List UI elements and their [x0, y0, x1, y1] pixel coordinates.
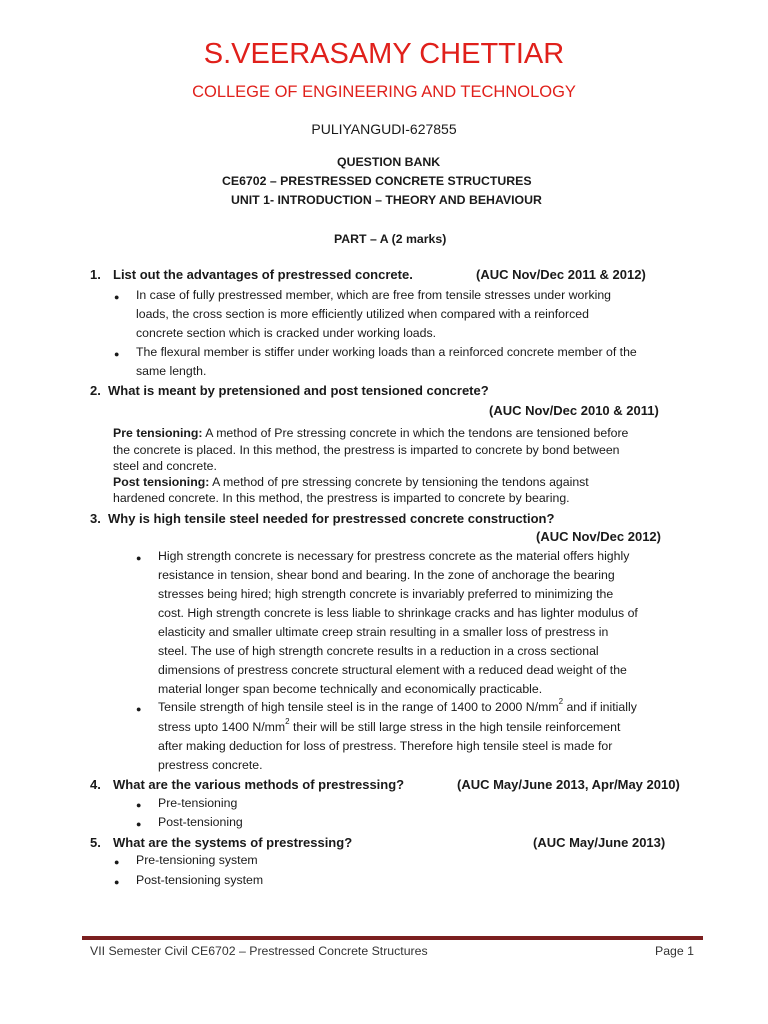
question-text: List out the advantages of prestressed concrete. [113, 267, 413, 282]
question-reference: (AUC Nov/Dec 2012) [536, 529, 661, 544]
answer-line: stresses being hired; high strength concrete is invariably preferred to minimizing the [158, 587, 614, 601]
question-number: 5. [90, 835, 101, 850]
answer-line: dimensions of prestress concrete structural element with a reduced dead weight of the [158, 663, 627, 677]
answer-line: steel and concrete. [113, 459, 217, 473]
bullet-icon: ● [114, 349, 120, 359]
footer-rule [82, 936, 703, 940]
question-number: 3. [90, 511, 101, 526]
question-text: What is meant by pretensioned and post tensioned concrete? [108, 383, 489, 398]
answer-line: stress upto 1400 $N/mm^2$ their will be still large stress in the high tensile reinforcement [158, 717, 621, 734]
part-title: PART – A (2 marks) [334, 232, 447, 246]
question-reference: (AUC Nov/Dec 2011 & 2012) [476, 267, 646, 282]
question-text: Why is high tensile steel needed for prestressed concrete construction? [108, 511, 555, 526]
term: Post tensioning: [113, 475, 210, 489]
bullet-icon: ● [136, 819, 142, 829]
question-text: What are the various methods of prestressing? [113, 777, 405, 792]
answer-line: Tensile strength of high tensile steel is in the range of 1400 to 2000 $N/mm^2$ and if initially [158, 697, 637, 714]
answer-line: The flexural member is stiffer under working loads than a reinforced concrete member of the [136, 345, 637, 359]
answer-line: elasticity and smaller ultimate creep strain resulting in a smaller loss of prestress in [158, 625, 609, 639]
question-reference: (AUC May/June 2013) [533, 835, 666, 850]
bullet-icon: ● [136, 800, 142, 810]
answer-line: loads, the cross section is more efficiently utilized when compared with a reinforced [136, 307, 589, 321]
list-item: Pre-tensioning [158, 796, 238, 810]
bullet-icon: ● [136, 553, 142, 563]
bullet-icon: ● [114, 857, 120, 867]
answer-line: resistance in tension, shear bond and bearing. In the zone of anchorage the bearing [158, 568, 615, 582]
answer-line: hardened concrete. In this method, the prestress is imparted to concrete by bearing. [113, 491, 570, 505]
doc-type: QUESTION BANK [337, 155, 441, 169]
bullet-icon: ● [136, 704, 142, 714]
course-title: CE6702 – PRESTRESSED CONCRETE STRUCTURES [222, 174, 532, 188]
answer-line [113, 426, 628, 440]
answer-line: High strength concrete is necessary for prestress concrete as the material offers highly [158, 549, 630, 563]
answer-line: after making deduction for loss of prestress. Therefore high tensile steel is made for [158, 739, 613, 753]
answer-line: In case of fully prestressed member, which are free from tensile stresses under working [136, 288, 611, 302]
answer-line: same length. [136, 364, 207, 378]
answer-line: steel. The use of high strength concrete results in a reduction in a cross sectional [158, 644, 599, 658]
question-number: 4. [90, 777, 101, 792]
answer-line: material longer span become technically and economically practicable. [158, 682, 543, 696]
definition: A method of Pre stressing concrete in which the tendons are tensioned before [202, 426, 629, 440]
question-text: What are the systems of prestressing? [113, 835, 353, 850]
answer-line: concrete section which is cracked under working loads. [136, 326, 437, 340]
question-number: 2. [90, 383, 101, 398]
question-reference: (AUC May/June 2013, Apr/May 2010) [457, 777, 680, 792]
list-item: Post-tensioning system [136, 873, 264, 887]
question-reference: (AUC Nov/Dec 2010 & 2011) [489, 403, 659, 418]
answer-line: prestress concrete. [158, 758, 263, 772]
term: Pre tensioning: [113, 426, 203, 440]
list-item: Pre-tensioning system [136, 853, 258, 867]
unit-title: UNIT 1- INTRODUCTION – THEORY AND BEHAVIOUR [231, 193, 542, 207]
college-title: S.VEERASAMY CHETTIAR [203, 38, 565, 70]
bullet-icon: ● [114, 877, 120, 887]
answer-line: the concrete is placed. In this method, the prestress is imparted to concrete by bond between [113, 443, 620, 457]
definition: A method of pre stressing concrete by tensioning the tendons against [209, 475, 589, 489]
answer-line [113, 475, 589, 489]
footer-left: VII Semester Civil CE6702 – Prestressed Concrete Structures [90, 944, 428, 958]
page-number: Page 1 [655, 944, 694, 958]
college-subtitle: COLLEGE OF ENGINEERING AND TECHNOLOGY [192, 83, 576, 101]
list-item: Post-tensioning [158, 815, 243, 829]
answer-line: cost. High strength concrete is less liable to shrinkage cracks and has lighter modulus of [158, 606, 638, 620]
bullet-icon: ● [114, 292, 120, 302]
college-location: PULIYANGUDI-627855 [311, 121, 457, 137]
question-number: 1. [90, 267, 101, 282]
